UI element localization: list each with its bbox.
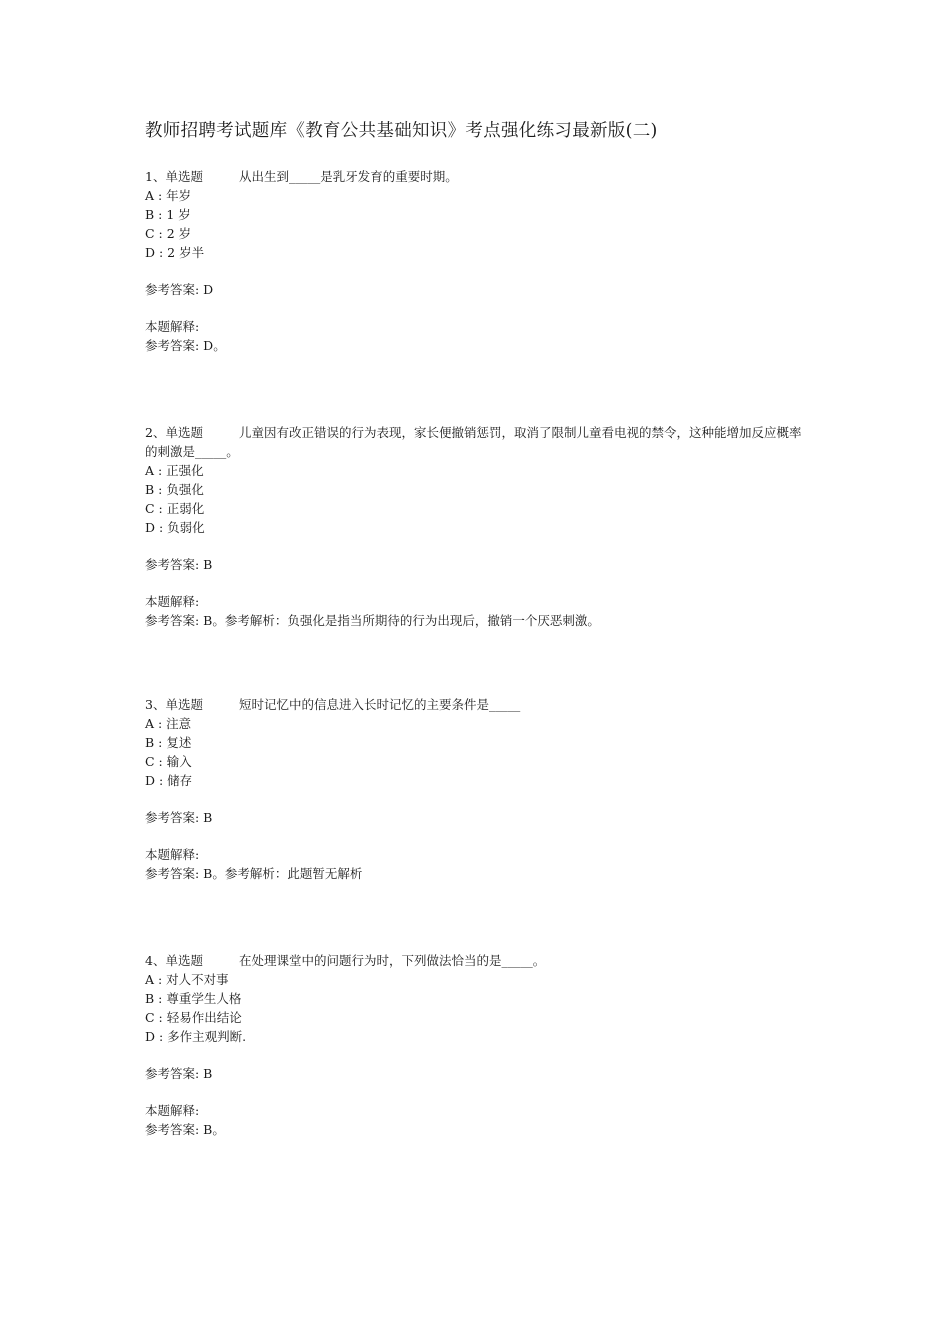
option-d: D : 负弱化	[145, 520, 205, 535]
options-list	[145, 461, 825, 537]
option-c: C : 轻易作出结论	[145, 1010, 242, 1025]
question-text: 从出生到_____是乳牙发育的重要时期。	[239, 169, 458, 184]
explanation-label: 本题解释:	[145, 594, 200, 609]
question-2	[145, 423, 825, 630]
explanation-text: 参考答案: B。	[145, 1122, 225, 1137]
option-a: A : 正强化	[145, 463, 204, 478]
question-stem	[145, 423, 805, 461]
option-d: D : 储存	[145, 773, 193, 788]
question-text: 短时记忆中的信息进入长时记忆的主要条件是_____	[239, 697, 521, 712]
option-d: D : 多作主观判断.	[145, 1029, 247, 1044]
question-number: 4、	[145, 953, 166, 968]
option-a: A : 注意	[145, 716, 192, 731]
answer-line: 参考答案: B	[145, 1066, 213, 1081]
explanation-label: 本题解释:	[145, 847, 200, 862]
question-type: 2、单选题	[145, 425, 203, 440]
question-number: 2、	[145, 425, 166, 440]
options-list	[145, 186, 825, 262]
explanation-text: 参考答案: D。	[145, 338, 226, 353]
explanation-label: 本题解释:	[145, 1103, 200, 1118]
option-b: B : 复述	[145, 735, 192, 750]
question-stem	[145, 951, 825, 970]
option-c: C : 正弱化	[145, 501, 205, 516]
option-b: B : 负强化	[145, 482, 204, 497]
option-d: D : 2 岁半	[145, 245, 205, 260]
question-number: 1、	[145, 169, 166, 184]
option-b: B : 1 岁	[145, 207, 191, 222]
question-type: 1、单选题	[145, 169, 203, 184]
question-text: 在处理课堂中的问题行为时，下列做法恰当的是_____。	[239, 953, 546, 968]
explanation-label: 本题解释:	[145, 319, 200, 334]
answer-line: 参考答案: D	[145, 282, 214, 297]
question-stem	[145, 167, 825, 186]
question-type: 4、单选题	[145, 953, 203, 968]
question-1	[145, 167, 825, 355]
question-number: 3、	[145, 697, 166, 712]
option-a: A : 对人不对事	[145, 972, 229, 987]
explanation-text: 参考答案: B。参考解析：负强化是指当所期待的行为出现后，撤销一个厌恶刺激。	[145, 613, 600, 628]
question-type: 3、单选题	[145, 697, 203, 712]
question-stem	[145, 695, 825, 714]
explanation-text: 参考答案: B。参考解析：此题暂无解析	[145, 866, 363, 881]
options-list	[145, 714, 825, 790]
option-c: C : 2 岁	[145, 226, 192, 241]
question-4	[145, 951, 825, 1139]
question-3	[145, 695, 825, 883]
answer-line: 参考答案: B	[145, 557, 213, 572]
option-c: C : 输入	[145, 754, 192, 769]
answer-line: 参考答案: B	[145, 810, 213, 825]
options-list	[145, 970, 825, 1046]
question-text: 儿童因有改正错误的行为表现，家长便撤销惩罚，取消了限制儿童看电视的禁令，这种能增加反应概率的刺激是_____。	[145, 425, 802, 459]
page-title: 教师招聘考试题库《教育公共基础知识》考点强化练习最新版(二)	[145, 121, 658, 141]
option-a: A : 年岁	[145, 188, 192, 203]
option-b: B : 尊重学生人格	[145, 991, 242, 1006]
